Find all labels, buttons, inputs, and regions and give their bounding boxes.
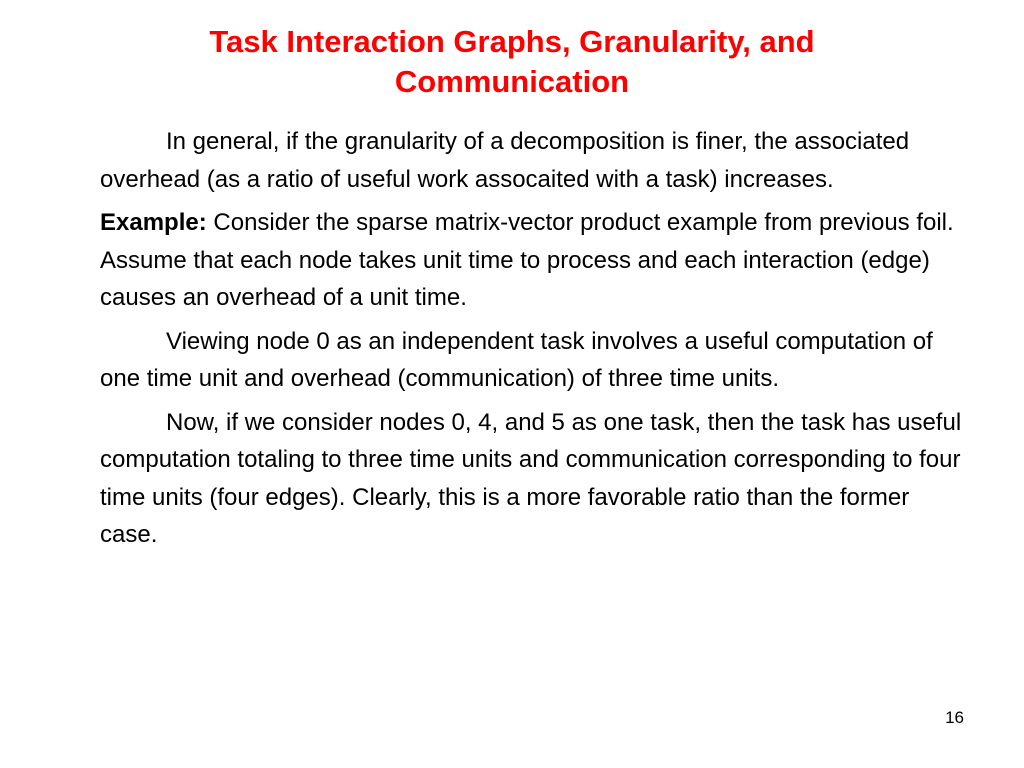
slide-title: Task Interaction Graphs, Granularity, and Communication <box>209 24 815 99</box>
page-number: 16 <box>945 708 964 727</box>
example-label: Example: <box>100 209 207 236</box>
example-text: Consider the sparse matrix-vector product example from previous foil. Assume that each node takes unit time to process and each interaction (edge) causes an overhead of a unit time. <box>100 209 954 311</box>
paragraph-combined-task: Now, if we consider nodes 0, 4, and 5 as one task, then the task has useful computation totaling to three time units and communication corresponding to four time units (four edges). Clearly, this is a more favorable ratio than the former case. <box>100 408 962 548</box>
slide-body <box>100 123 970 560</box>
paragraph-node-zero: Viewing node 0 as an independent task involves a useful computation of one time unit and overhead (communication) of three time units. <box>100 327 933 392</box>
paragraph-example <box>100 204 970 317</box>
paragraph-granularity: In general, if the granularity of a decomposition is finer, the associated overhead (as a ratio of useful work assocaited with a task) increases. <box>100 128 910 193</box>
